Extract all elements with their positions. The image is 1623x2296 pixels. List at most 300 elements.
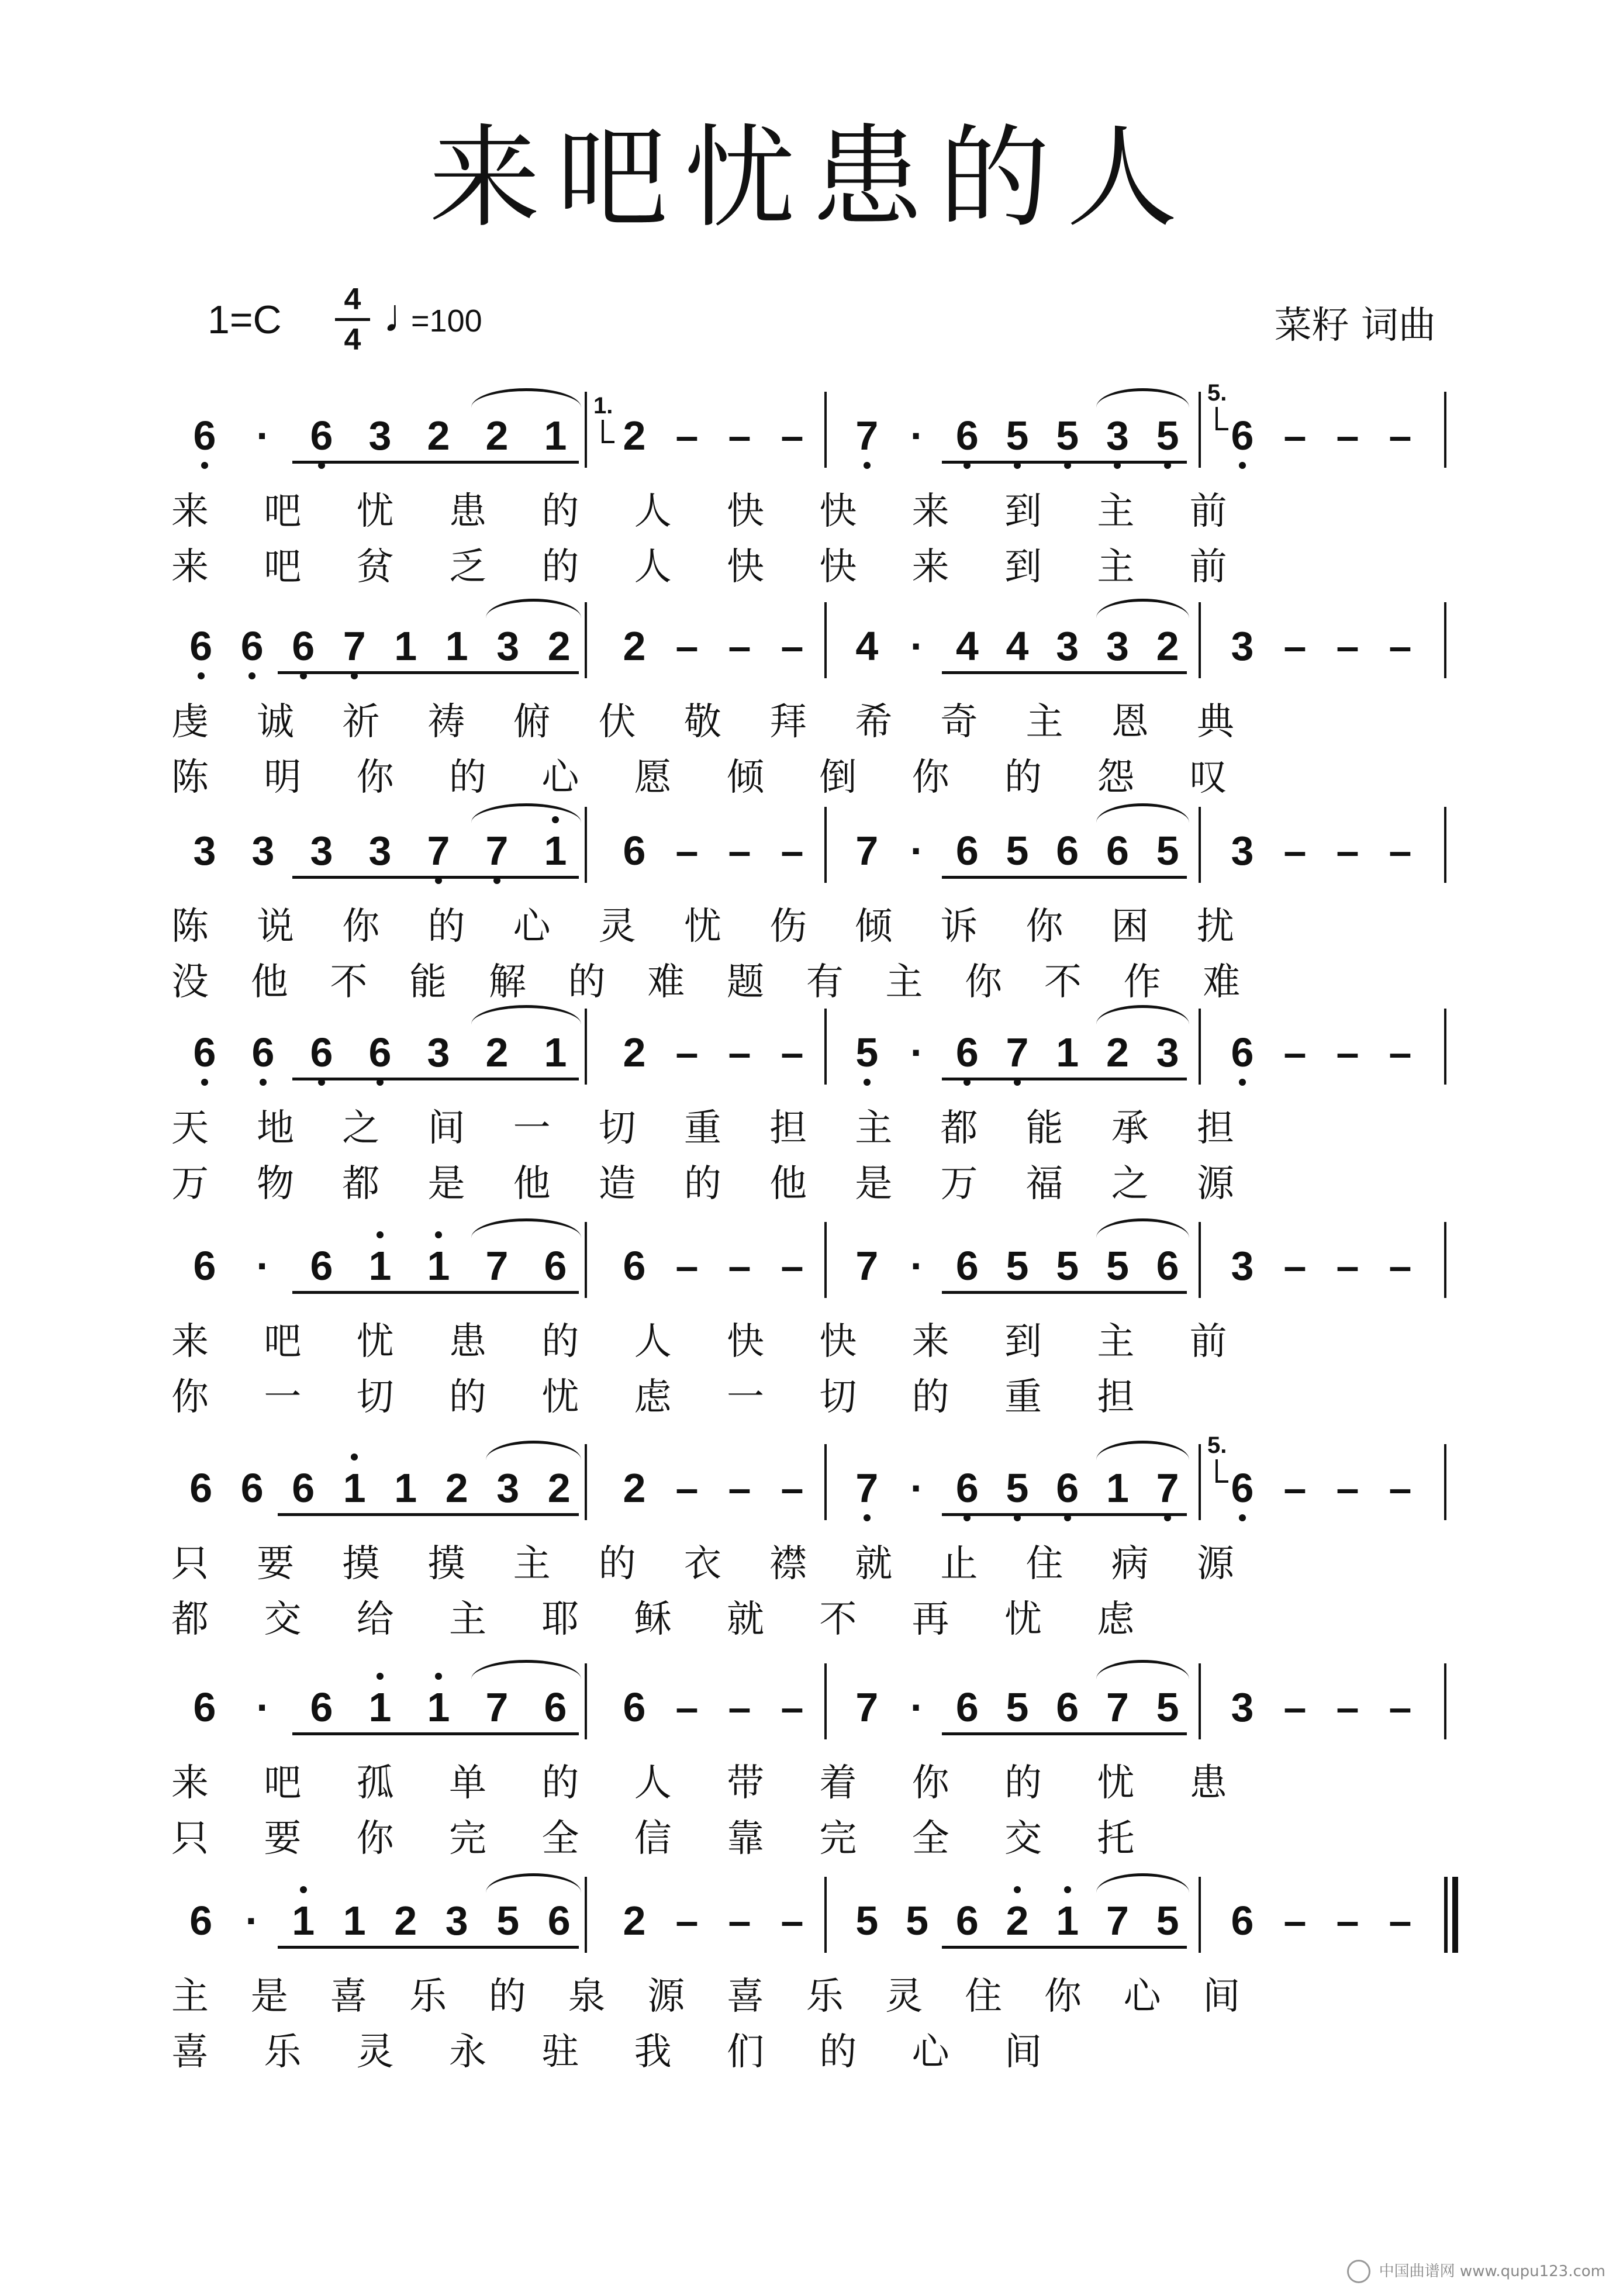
lyric-char: 陈	[171, 905, 209, 948]
volta-bracket	[1215, 1459, 1228, 1483]
note-digit: –	[1336, 1684, 1359, 1730]
lyric-char: 愿	[634, 756, 672, 799]
lyric-line	[167, 485, 1511, 538]
note-digit: 6	[1056, 1684, 1079, 1730]
lyric-char: 耶	[541, 1598, 579, 1641]
lyric-char: 全	[541, 1817, 579, 1860]
note-digit: –	[781, 828, 804, 873]
note	[1277, 620, 1313, 672]
note	[617, 1240, 652, 1292]
octave-dot-above	[300, 1886, 307, 1893]
lyric-char: 伏	[598, 700, 636, 744]
note	[1330, 824, 1365, 877]
note-digit: 5	[1006, 1243, 1029, 1289]
lyric-line	[167, 751, 1511, 804]
note-digit: –	[781, 1030, 804, 1075]
time-signature-denominator: 4	[344, 323, 361, 357]
note	[479, 824, 514, 877]
lyric-char: 完	[819, 1817, 857, 1860]
lyric-line	[167, 1371, 1511, 1424]
note-digit: –	[675, 413, 699, 458]
note-digit: –	[728, 1030, 751, 1075]
final-barline	[1452, 1877, 1458, 1953]
lyric-char: 乏	[449, 545, 486, 589]
note-digit: 1	[394, 623, 417, 669]
barline	[1199, 1663, 1201, 1739]
barline	[585, 392, 587, 468]
note	[1000, 1240, 1035, 1292]
lyric-line	[167, 2026, 1511, 2079]
note-digit: 7	[427, 824, 450, 877]
lyric-char: 的	[449, 1376, 486, 1419]
lyric-char: 灵	[356, 2031, 394, 2074]
lyric-char: 的	[541, 1320, 579, 1363]
lyric-char: 心	[911, 2031, 949, 2074]
lyric-char: 患	[449, 490, 486, 533]
lyric-char: 的	[911, 1376, 949, 1419]
barline	[585, 807, 587, 883]
barline	[585, 1444, 587, 1520]
lyric-char: 典	[1196, 700, 1234, 744]
barline	[585, 602, 587, 678]
beam-underline	[292, 1732, 579, 1735]
note	[1050, 1894, 1085, 1947]
note	[246, 409, 281, 462]
note-digit: 6	[240, 1465, 264, 1511]
note	[1330, 620, 1365, 672]
lyric-char: 快	[819, 490, 857, 533]
lyric-char: 地	[257, 1107, 295, 1150]
lyric-char: 主	[885, 961, 923, 1004]
note	[775, 1462, 810, 1514]
lyric-char: 病	[1111, 1542, 1149, 1586]
volta-bracket	[602, 420, 614, 443]
note-digit: –	[728, 1684, 751, 1730]
octave-dot-below	[198, 672, 205, 679]
note-digit: 7	[1106, 1898, 1129, 1943]
note	[491, 1462, 526, 1514]
lyric-char: 的	[488, 1975, 526, 2018]
lyric-char: 要	[257, 1542, 295, 1586]
note	[1150, 1240, 1185, 1292]
note	[1150, 409, 1185, 462]
lyric-char: 快	[727, 490, 764, 533]
note-digit: 6	[1106, 828, 1129, 873]
note	[775, 824, 810, 877]
beam-underline	[942, 1291, 1187, 1294]
note	[1383, 1462, 1418, 1514]
note-digit: –	[781, 623, 804, 669]
note-digit: ·	[910, 1465, 924, 1511]
note	[187, 1240, 222, 1292]
note-digit: –	[675, 1030, 699, 1075]
note-digit: 7	[855, 828, 879, 873]
barline	[1444, 1444, 1446, 1520]
barline	[1444, 807, 1446, 883]
note-digit: –	[1283, 1030, 1307, 1075]
note-digit: –	[1336, 1465, 1359, 1511]
lyric-line	[167, 1970, 1511, 2023]
note	[362, 1240, 398, 1292]
lyric-char: 信	[634, 1817, 672, 1860]
note	[304, 1026, 339, 1079]
notation-line	[175, 1462, 1462, 1514]
note	[1050, 1240, 1085, 1292]
barline	[824, 1009, 827, 1085]
note-digit: 6	[310, 1684, 333, 1730]
note-digit: 5	[1006, 828, 1029, 873]
note-digit: 5	[1156, 1684, 1179, 1730]
note	[337, 1462, 372, 1514]
note-digit: ·	[910, 1684, 924, 1730]
lyric-char: 你	[171, 1376, 209, 1419]
lyric-char: 间	[1004, 2031, 1042, 2074]
lyric-char: 没	[171, 961, 209, 1004]
note	[304, 1681, 339, 1734]
note	[669, 620, 705, 672]
note-digit: –	[781, 1898, 804, 1943]
note-digit: 2	[623, 623, 646, 669]
note-digit: 3	[1106, 409, 1129, 462]
note-digit: 3	[193, 828, 216, 873]
note-digit: 4	[955, 623, 979, 669]
lyric-char: 靠	[727, 1817, 764, 1860]
note	[617, 1462, 652, 1514]
note-digit: –	[1336, 1243, 1359, 1289]
lyric-char: 都	[940, 1107, 978, 1150]
lyric-char: 摸	[342, 1542, 380, 1586]
note-digit: –	[1389, 1898, 1412, 1943]
note	[421, 1026, 456, 1079]
note	[1277, 409, 1313, 462]
note-digit: 2	[547, 1465, 571, 1511]
lyric-line	[167, 1102, 1511, 1155]
note	[669, 1240, 705, 1292]
note	[304, 1240, 339, 1292]
note-digit: 2	[1106, 1030, 1129, 1075]
note	[246, 1681, 281, 1734]
note	[246, 824, 281, 877]
lyric-char: 的	[541, 545, 579, 589]
note	[722, 1026, 757, 1079]
lyric-char: 的	[598, 1542, 636, 1586]
note-digit: –	[675, 1465, 699, 1511]
beam-underline	[942, 1513, 1187, 1516]
note	[246, 1026, 281, 1079]
lyric-char: 之	[342, 1107, 380, 1150]
note-digit: 6	[955, 1898, 979, 1943]
note-digit: –	[1336, 413, 1359, 458]
note	[479, 1681, 514, 1734]
note	[669, 1026, 705, 1079]
note-digit: 6	[1231, 1898, 1254, 1943]
lyric-char: 单	[449, 1762, 486, 1805]
note	[1150, 1894, 1185, 1947]
note	[286, 620, 321, 672]
barline	[1199, 1222, 1201, 1298]
lyric-char: 你	[356, 756, 394, 799]
note	[1150, 620, 1185, 672]
note-digit: 5	[855, 1898, 879, 1943]
note	[775, 1894, 810, 1947]
octave-dot-below	[201, 1079, 208, 1086]
lyric-char: 虑	[634, 1376, 672, 1419]
slur-arc	[486, 1441, 581, 1460]
note-digit: 5	[1006, 409, 1029, 462]
note-digit: 5	[1156, 828, 1179, 873]
note	[1277, 824, 1313, 877]
note	[1050, 1026, 1085, 1079]
note-digit: 5	[855, 1026, 878, 1079]
note	[1330, 1462, 1365, 1514]
note	[722, 824, 757, 877]
lyric-char: 虔	[171, 700, 209, 744]
lyric-char: 主	[171, 1975, 209, 2018]
lyric-line	[167, 900, 1511, 953]
barline	[1444, 1222, 1446, 1298]
note	[1225, 1462, 1260, 1514]
lyric-char: 来	[911, 490, 949, 533]
lyric-char: 托	[1097, 1817, 1135, 1860]
note-digit: 6	[955, 1684, 979, 1730]
note	[187, 824, 222, 877]
note-digit: 6	[189, 1465, 213, 1511]
volta-label: 5.	[1207, 1432, 1227, 1458]
note-digit: 7	[1106, 1684, 1129, 1730]
note-digit: 6	[292, 1465, 315, 1511]
lyric-char: 就	[855, 1542, 893, 1586]
note	[1277, 1681, 1313, 1734]
note	[1383, 620, 1418, 672]
slur-arc	[1096, 1660, 1189, 1679]
lyric-char: 来	[171, 545, 209, 589]
note	[337, 620, 372, 672]
lyric-char: 主	[1097, 490, 1135, 533]
barline	[1444, 1877, 1448, 1953]
note-digit: –	[1336, 623, 1359, 669]
note-digit: 1	[1056, 1030, 1079, 1075]
notation-line	[175, 1240, 1462, 1292]
lyric-char: 担	[1196, 1107, 1234, 1150]
lyric-char: 乐	[409, 1975, 447, 2018]
note-digit: 7	[1006, 1026, 1029, 1079]
lyric-char: 交	[264, 1598, 302, 1641]
note	[246, 1240, 281, 1292]
note-digit: –	[781, 413, 804, 458]
volta-label: 5.	[1207, 380, 1227, 406]
note	[1383, 1026, 1418, 1079]
note	[421, 1240, 456, 1292]
note-digit: –	[1283, 1898, 1307, 1943]
note-digit: –	[1389, 1465, 1412, 1511]
note	[949, 824, 985, 877]
lyric-char: 间	[427, 1107, 465, 1150]
note	[850, 620, 885, 672]
note-digit: 6	[623, 1243, 646, 1289]
note-digit: 7	[485, 1243, 509, 1289]
note-digit: 3	[496, 1465, 520, 1511]
note	[949, 1026, 985, 1079]
score-system	[0, 380, 1623, 608]
beam-underline	[292, 1078, 579, 1080]
site-watermark	[1347, 2259, 1605, 2284]
note	[1000, 1894, 1035, 1947]
volta-bracket	[1215, 407, 1228, 430]
lyric-char: 倾	[727, 756, 764, 799]
beam-underline	[942, 461, 1187, 464]
note	[1100, 824, 1135, 877]
note	[1383, 1894, 1418, 1947]
note	[1225, 1681, 1260, 1734]
lyric-char: 切	[356, 1376, 394, 1419]
note-digit: 1	[292, 1894, 315, 1947]
note-digit: ·	[910, 1030, 924, 1075]
notation-line	[175, 1894, 1462, 1947]
note	[850, 409, 885, 462]
note	[439, 620, 474, 672]
note	[1100, 1026, 1135, 1079]
lyric-char: 驻	[541, 2031, 579, 2074]
note	[184, 1462, 219, 1514]
note-digit: 5	[1006, 1684, 1029, 1730]
note-digit: 3	[368, 828, 392, 873]
note	[184, 1894, 219, 1947]
lyric-char: 你	[965, 961, 1003, 1004]
lyric-char: 到	[1004, 1320, 1042, 1363]
lyric-char: 忧	[1004, 1598, 1042, 1641]
lyric-char: 永	[449, 2031, 486, 2074]
note-digit: 2	[1006, 1894, 1029, 1947]
note	[1150, 1026, 1185, 1079]
note	[1383, 409, 1418, 462]
lyric-char: 前	[1189, 490, 1227, 533]
note	[362, 1026, 398, 1079]
lyric-char: 的	[819, 2031, 857, 2074]
lyric-char: 切	[598, 1107, 636, 1150]
volta-fifth	[1207, 1432, 1227, 1459]
note-digit: 6	[310, 1243, 333, 1289]
beam-underline	[292, 461, 579, 464]
lyric-char: 物	[257, 1162, 295, 1206]
note	[1000, 1462, 1035, 1514]
note	[1225, 409, 1260, 462]
note-digit: ·	[910, 1243, 924, 1289]
lyric-char: 难	[1203, 961, 1241, 1004]
note-digit: 6	[369, 1026, 392, 1079]
octave-dot-above	[377, 1673, 384, 1680]
lyric-line	[167, 1812, 1511, 1865]
note-digit: –	[1283, 828, 1307, 873]
note-digit: 1	[1056, 1894, 1079, 1947]
lyric-char: 担	[769, 1107, 807, 1150]
note-digit: 5	[496, 1898, 520, 1943]
lyric-char: 带	[727, 1762, 764, 1805]
note	[775, 1240, 810, 1292]
lyric-char: 忧	[683, 905, 721, 948]
note-digit: 6	[956, 1026, 979, 1079]
note	[850, 1026, 885, 1079]
lyric-char: 能	[409, 961, 447, 1004]
note-digit: 3	[310, 828, 333, 873]
barline	[824, 1663, 827, 1739]
note-digit: –	[675, 1684, 699, 1730]
note	[850, 1894, 885, 1947]
note	[1225, 1894, 1260, 1947]
note-digit: 6	[1231, 1026, 1254, 1079]
note-digit: 5	[1106, 1243, 1129, 1289]
lyric-char: 孤	[356, 1762, 394, 1805]
note-digit: 2	[623, 413, 646, 458]
score-system	[0, 1681, 1623, 1880]
note-digit: 2	[623, 1030, 646, 1075]
beam-underline	[942, 1078, 1187, 1080]
note-digit: 2	[623, 1465, 646, 1511]
score-system	[0, 620, 1623, 819]
note	[439, 1462, 474, 1514]
lyric-char: 泉	[568, 1975, 606, 2018]
note	[388, 1462, 423, 1514]
note-digit: –	[1283, 413, 1307, 458]
note-digit: 6	[193, 1684, 216, 1730]
note-digit: –	[728, 1243, 751, 1289]
note	[1100, 409, 1135, 462]
note	[1000, 620, 1035, 672]
note	[304, 409, 339, 462]
lyric-char: 有	[806, 961, 844, 1004]
lyric-char: 快	[819, 1320, 857, 1363]
barline	[585, 1009, 587, 1085]
note	[949, 1681, 985, 1734]
note	[1225, 1240, 1260, 1292]
notation-line	[175, 824, 1462, 877]
note-digit: 1	[343, 1898, 366, 1943]
lyric-char: 喜	[330, 1975, 368, 2018]
lyric-char: 人	[634, 1762, 672, 1805]
note-digit: –	[1389, 413, 1412, 458]
note	[1383, 824, 1418, 877]
octave-dot-below	[1239, 1079, 1246, 1086]
lyric-char: 叹	[1189, 756, 1227, 799]
note-digit: 7	[486, 824, 509, 877]
lyric-char: 不	[330, 961, 368, 1004]
key-signature: 1=C	[208, 298, 282, 342]
note	[722, 1894, 757, 1947]
note-digit: 1	[369, 1681, 392, 1734]
lyric-char: 人	[634, 1320, 672, 1363]
notation-line	[175, 1681, 1462, 1734]
octave-dot-below	[248, 672, 255, 679]
lyric-char: 倾	[855, 905, 893, 948]
barline	[1199, 602, 1201, 678]
lyric-char: 到	[1004, 490, 1042, 533]
note-digit: 3	[496, 623, 520, 669]
note	[900, 1026, 935, 1079]
barline	[824, 602, 827, 678]
song-title: 来吧忧患的人	[429, 113, 1194, 243]
note	[541, 1894, 576, 1947]
lyric-char: 忧	[1097, 1762, 1135, 1805]
note-digit: –	[1389, 1243, 1412, 1289]
note-digit: –	[1336, 828, 1359, 873]
octave-dot-below	[1239, 462, 1246, 469]
lyric-char: 希	[855, 700, 893, 744]
lyric-char: 住	[965, 1975, 1003, 2018]
lyric-char: 来	[171, 1762, 209, 1805]
lyric-char: 你	[911, 756, 949, 799]
note-digit: –	[1283, 1465, 1307, 1511]
lyric-char: 伤	[769, 905, 807, 948]
note	[541, 620, 576, 672]
